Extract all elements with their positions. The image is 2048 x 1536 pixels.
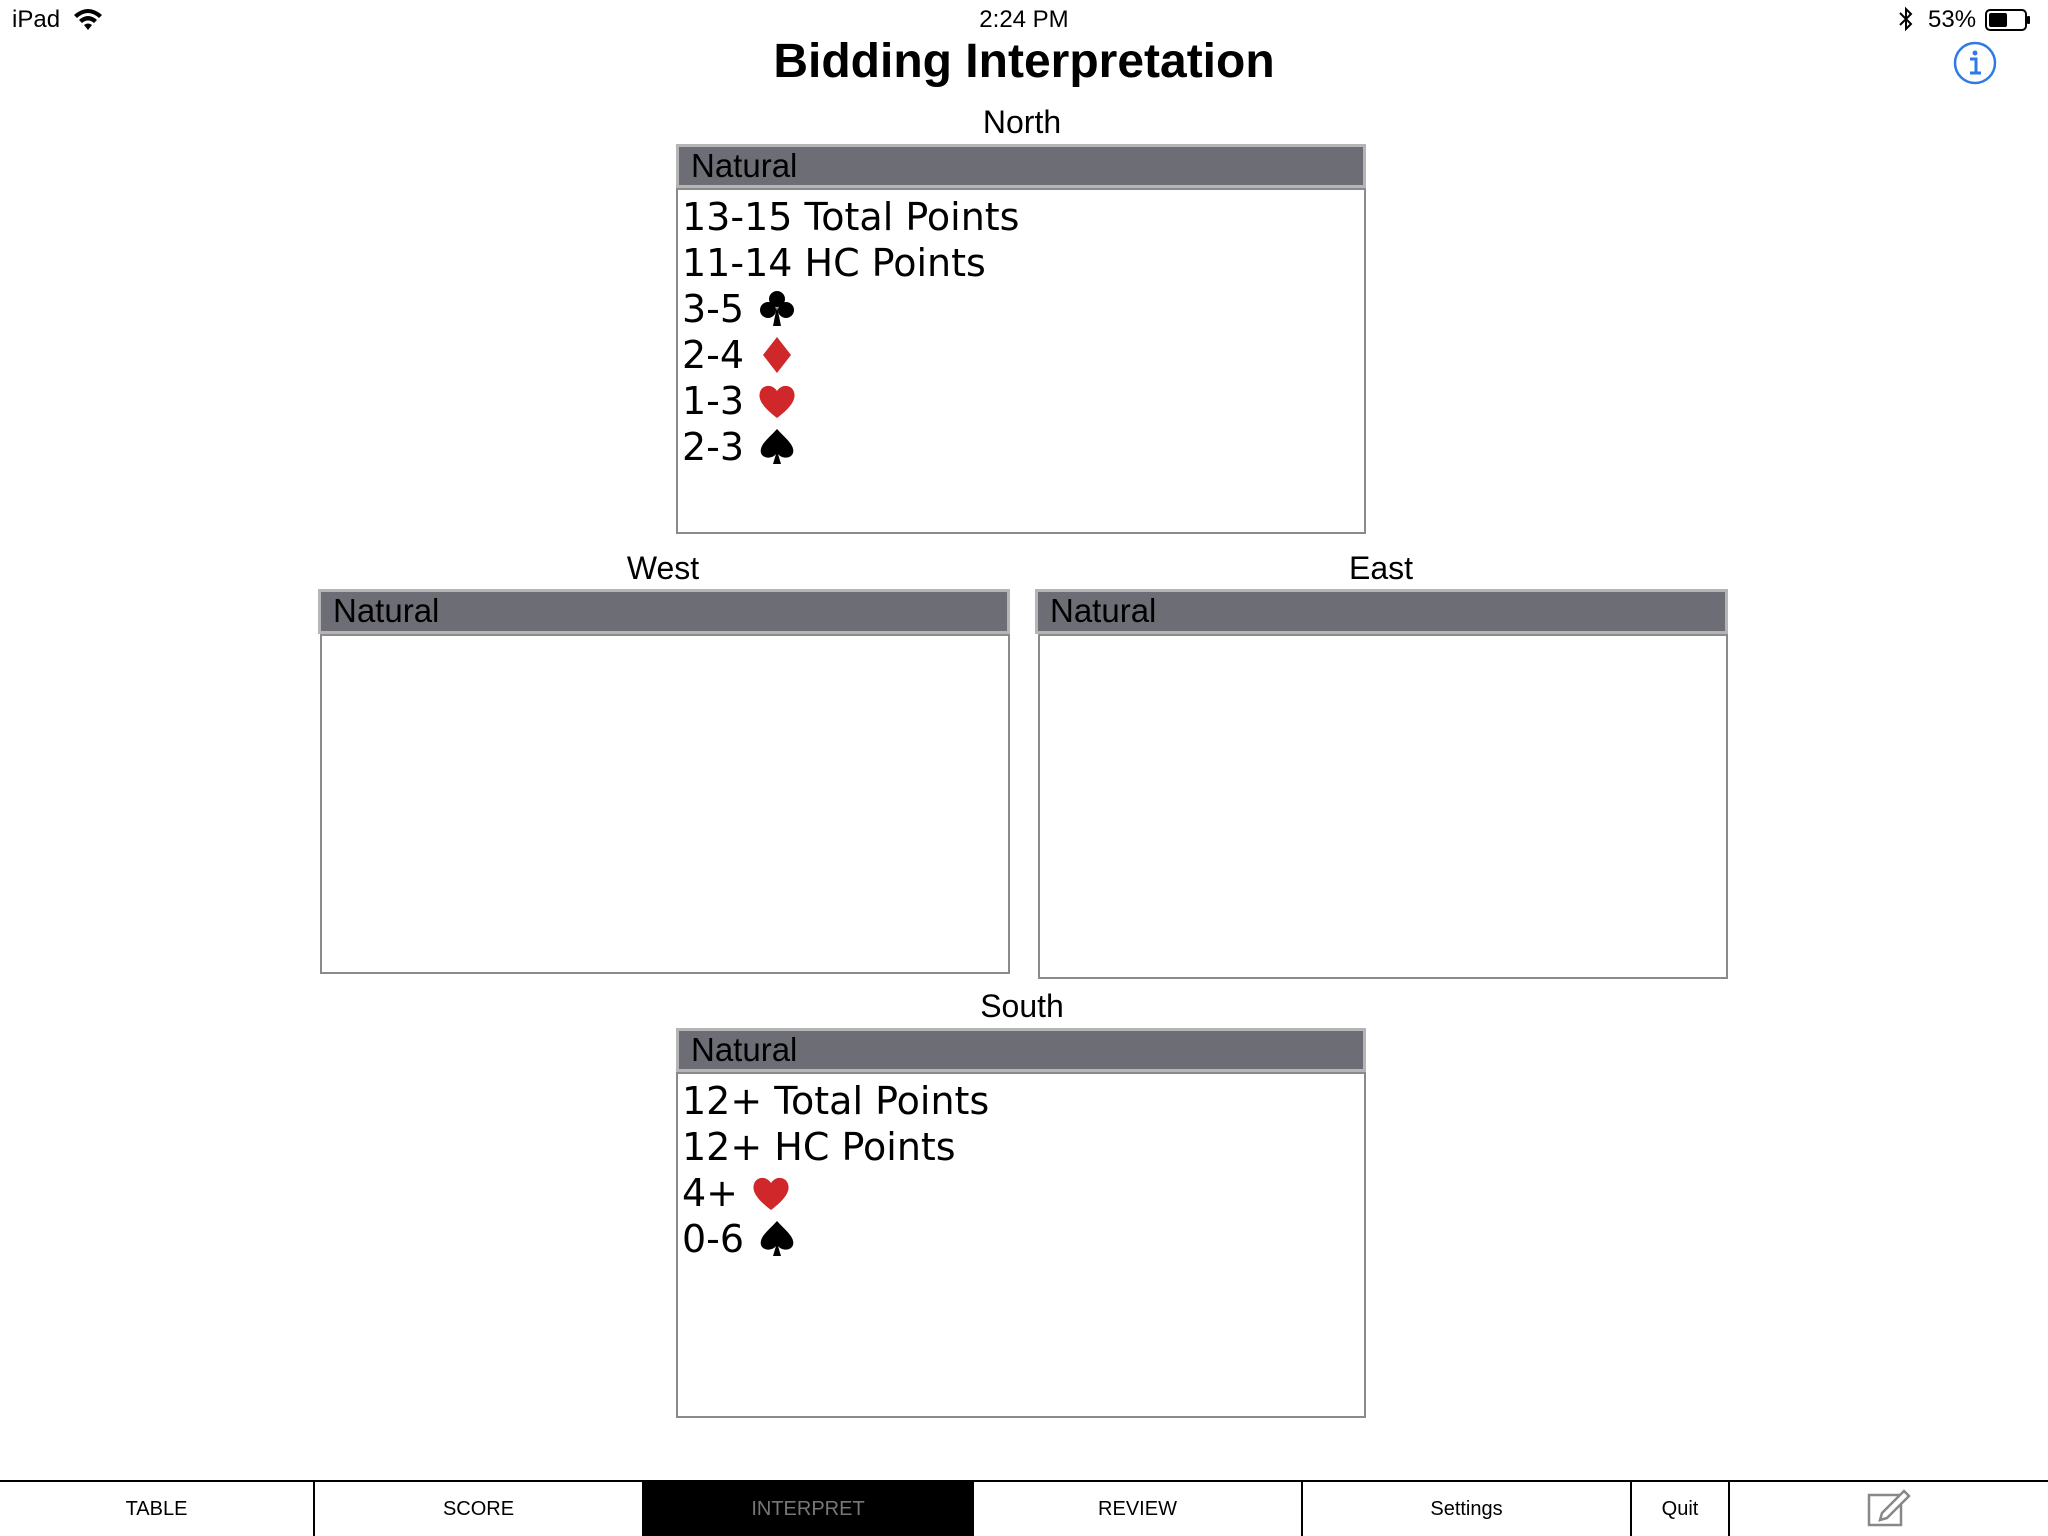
compose-icon	[1866, 1489, 1912, 1529]
west-label: West	[626, 550, 700, 586]
interpretation-line	[682, 378, 1364, 424]
info-icon[interactable]	[1953, 41, 1997, 85]
interpretation-line	[682, 1078, 1364, 1124]
interpretation-text: 11-14 HC Points	[682, 241, 986, 285]
tab-review[interactable]: REVIEW	[974, 1482, 1303, 1536]
tab-notes[interactable]	[1730, 1482, 2048, 1536]
interpretation-text: 2-3	[682, 425, 745, 469]
east-label: East	[1348, 550, 1414, 586]
interpretation-line	[682, 240, 1364, 286]
interpretation-line	[682, 332, 1364, 378]
page-title: Bidding Interpretation	[773, 35, 1275, 88]
west-convention-header[interactable]: Natural	[318, 589, 1010, 634]
north-convention-header[interactable]: Natural	[676, 144, 1366, 188]
interpretation-text: 12+ HC Points	[682, 1125, 956, 1169]
spades-icon	[756, 426, 798, 468]
tab-score[interactable]: SCORE	[315, 1482, 644, 1536]
south-lines	[682, 1078, 1364, 1262]
tab-table[interactable]: TABLE	[0, 1482, 315, 1536]
interpretation-text: 12+ Total Points	[682, 1079, 990, 1123]
clubs-icon	[756, 288, 798, 330]
east-convention-header[interactable]: Natural	[1035, 589, 1728, 634]
interpretation-line	[682, 424, 1364, 470]
tab-quit[interactable]: Quit	[1632, 1482, 1730, 1536]
spades-icon	[756, 1218, 798, 1260]
south-label: South	[980, 988, 1064, 1024]
interpretation-text: 0-6	[682, 1217, 745, 1261]
south-interpretation-box	[676, 1072, 1366, 1418]
bluetooth-icon	[1896, 6, 1916, 32]
hearts-icon	[750, 1172, 792, 1214]
tab-bar	[0, 1480, 2048, 1536]
battery-icon	[1985, 9, 2031, 31]
south-convention-header[interactable]: Natural	[676, 1028, 1366, 1072]
interpretation-line	[682, 1216, 1364, 1262]
interpretation-text: 13-15 Total Points	[682, 195, 1020, 239]
diamonds-icon	[756, 334, 798, 376]
interpretation-line	[682, 1170, 1364, 1216]
east-interpretation-box	[1038, 634, 1728, 979]
interpretation-text: 4+	[682, 1171, 739, 1215]
interpretation-line	[682, 194, 1364, 240]
interpretation-text: 3-5	[682, 287, 745, 331]
interpretation-text: 1-3	[682, 379, 745, 423]
device-name: iPad	[12, 6, 61, 33]
north-interpretation-box	[676, 188, 1366, 534]
battery-percentage: 53%	[1928, 6, 1977, 33]
north-lines	[682, 194, 1364, 470]
tab-settings[interactable]: Settings	[1303, 1482, 1632, 1536]
west-interpretation-box	[320, 634, 1010, 974]
interpretation-text: 2-4	[682, 333, 745, 377]
tab-interpret[interactable]: INTERPRET	[644, 1482, 974, 1536]
status-time: 2:24 PM	[979, 6, 1069, 33]
north-label: North	[982, 104, 1062, 140]
interpretation-line	[682, 286, 1364, 332]
hearts-icon	[756, 380, 798, 422]
interpretation-line	[682, 1124, 1364, 1170]
